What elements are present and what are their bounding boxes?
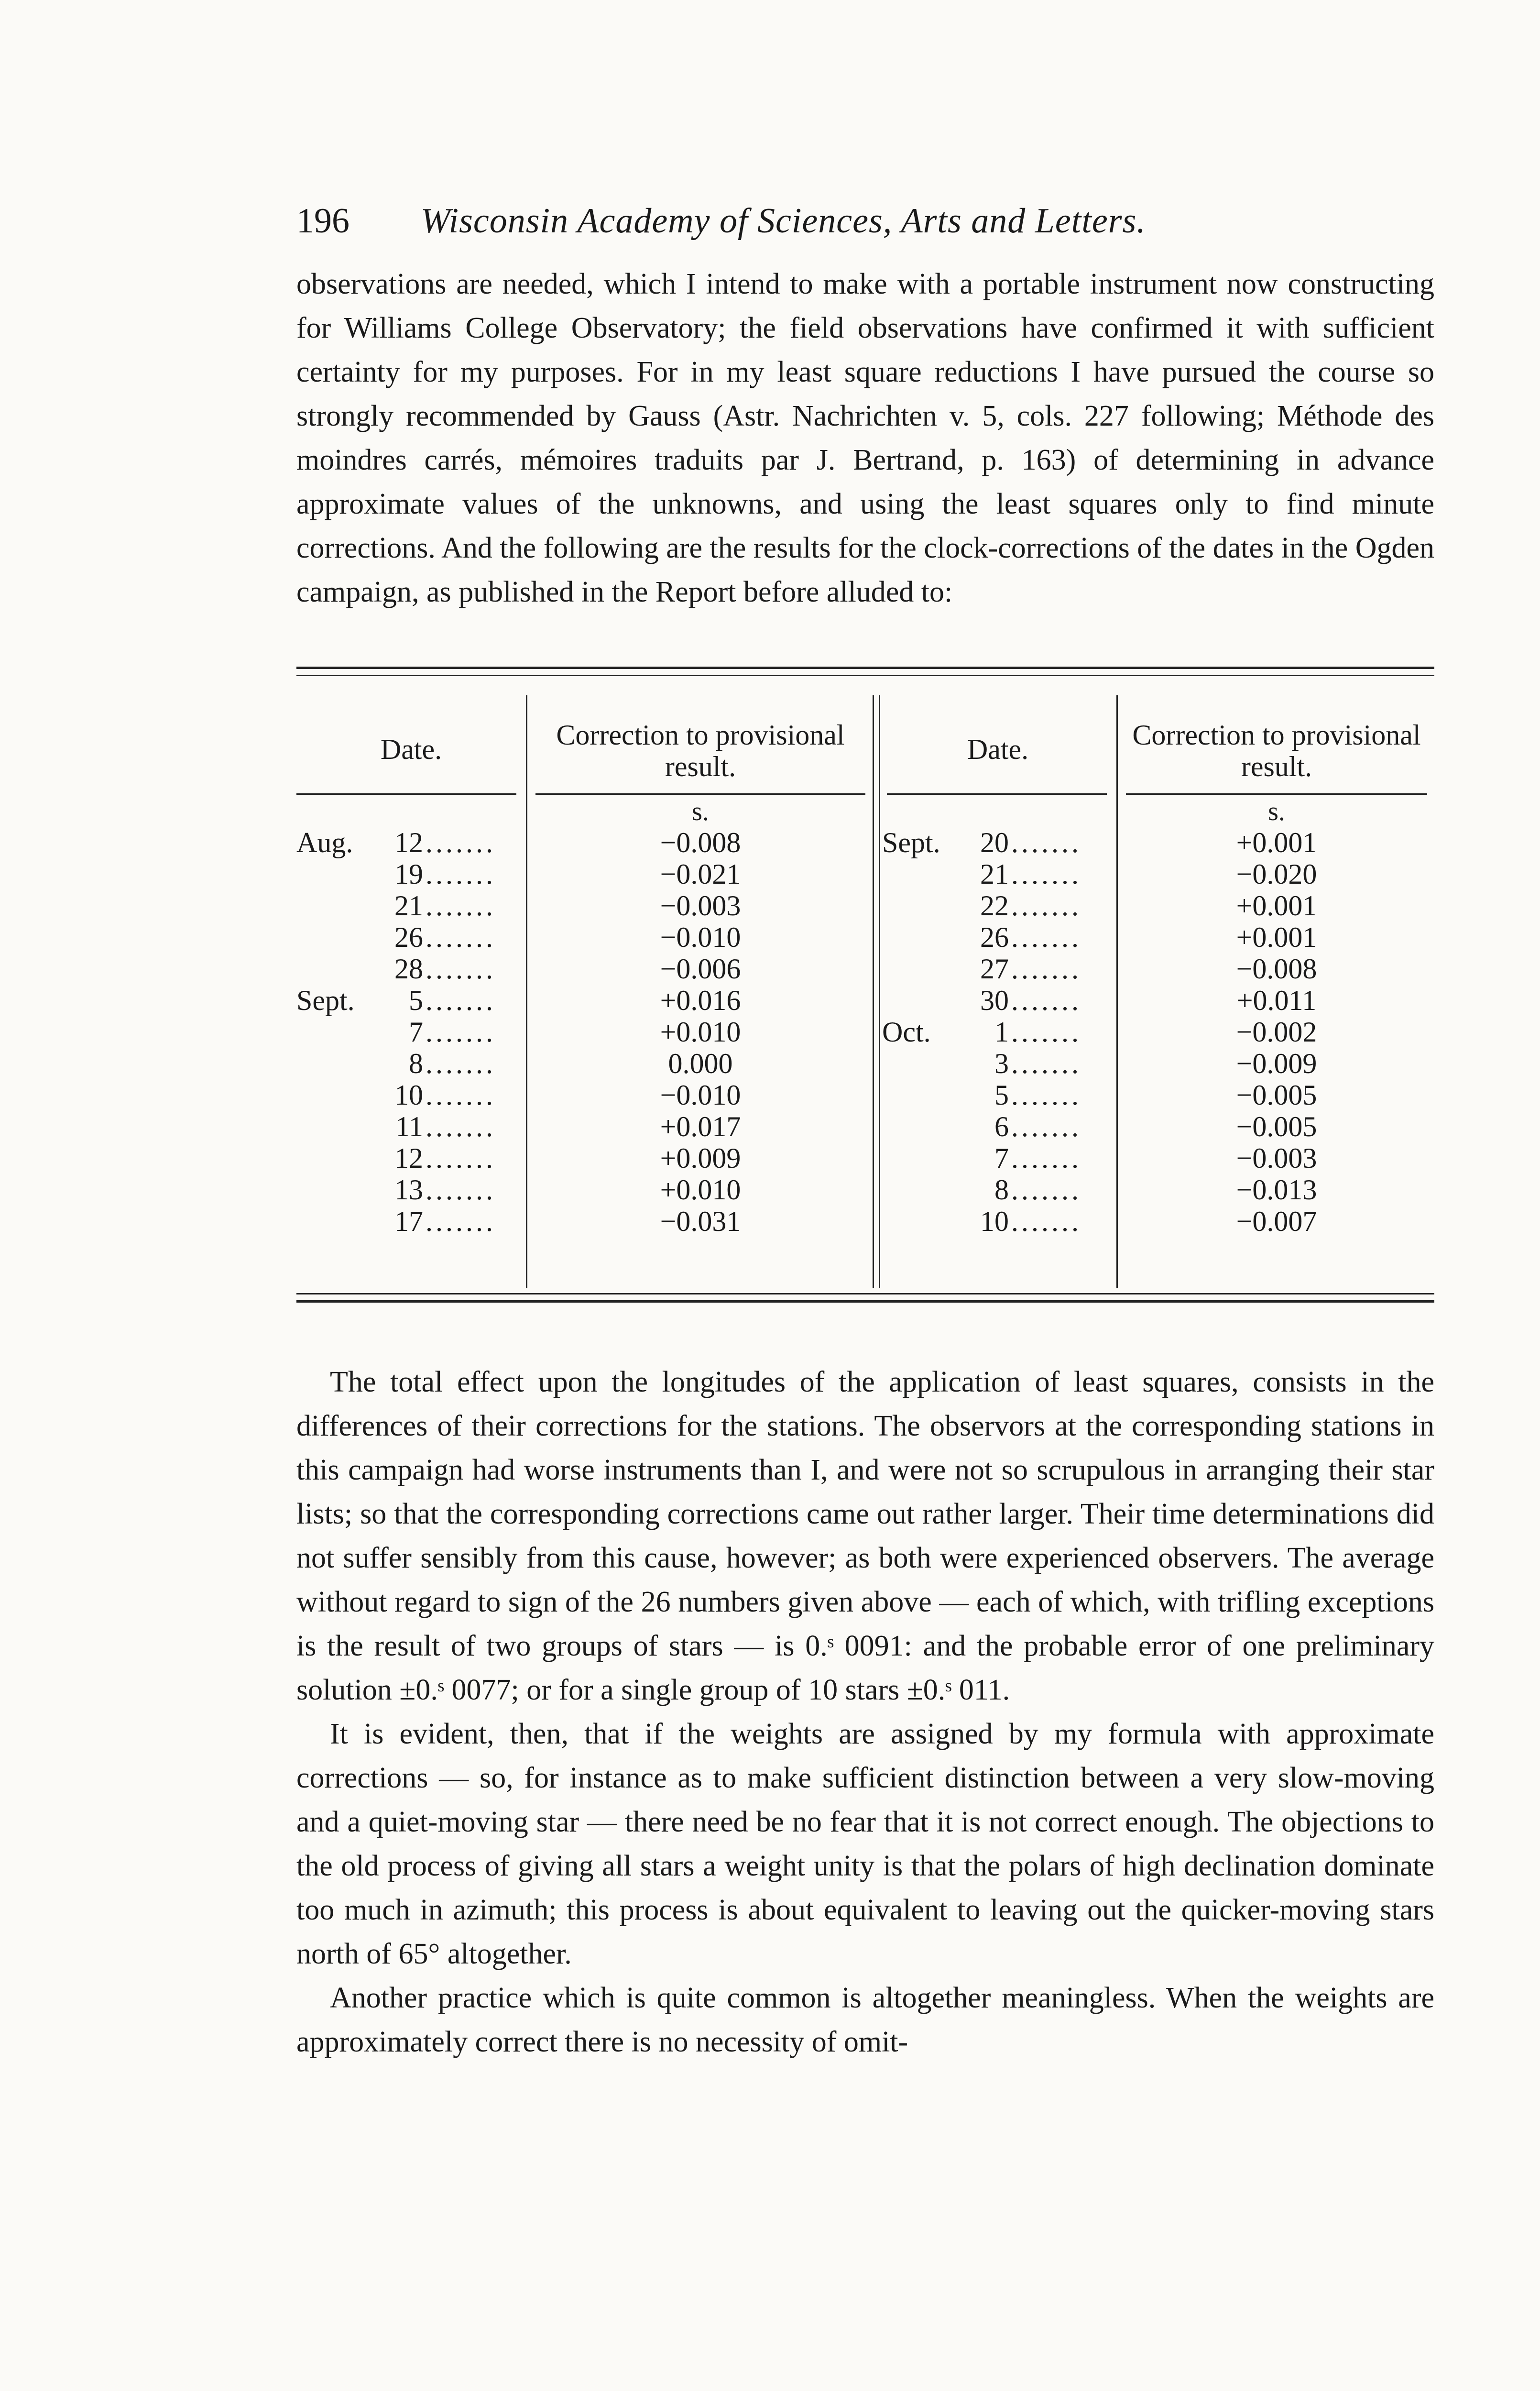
row-leader-dots: ....... — [1011, 827, 1081, 858]
row-day: 28 — [394, 953, 423, 985]
table-row — [296, 858, 873, 890]
table-bottom-rule — [296, 1293, 1434, 1294]
table-row — [882, 1016, 1434, 1048]
row-leader-dots: ....... — [426, 953, 496, 985]
row-month: Sept. — [882, 827, 940, 858]
row-day: 11 — [395, 1111, 423, 1142]
row-day: 30 — [980, 985, 1009, 1016]
table-row — [882, 1142, 1434, 1174]
row-leader-dots: ....... — [426, 1206, 496, 1237]
column-rule — [879, 695, 880, 1288]
row-correction: +0.016 — [660, 985, 741, 1016]
row-leader-dots: ....... — [1011, 1174, 1081, 1206]
row-leader-dots: ....... — [426, 1016, 496, 1048]
row-leader-dots: ....... — [426, 890, 496, 921]
row-leader-dots: ....... — [426, 921, 496, 953]
row-leader-dots: ....... — [1011, 1111, 1081, 1142]
table-row — [296, 953, 873, 985]
table-row — [882, 1079, 1434, 1111]
row-correction: +0.010 — [660, 1016, 741, 1048]
row-correction: +0.010 — [660, 1174, 741, 1206]
row-correction: −0.008 — [660, 827, 741, 858]
row-day: 13 — [394, 1174, 423, 1206]
table-row — [882, 1048, 1434, 1079]
table-row — [296, 1174, 873, 1206]
row-day: 21 — [980, 858, 1009, 890]
table-row — [296, 1048, 873, 1079]
row-day: 8 — [994, 1174, 1009, 1206]
table-row — [882, 890, 1434, 921]
row-leader-dots: ....... — [1011, 858, 1081, 890]
row-correction: 0.000 — [668, 1048, 733, 1079]
table-row — [296, 1142, 873, 1174]
table-row — [882, 985, 1434, 1016]
table-row — [296, 1206, 873, 1237]
row-correction: −0.008 — [1236, 953, 1317, 985]
row-correction: +0.001 — [1236, 921, 1317, 953]
table-row — [882, 1111, 1434, 1142]
header-correction-left: Correction to provisional result. — [556, 719, 845, 782]
row-day: 12 — [394, 827, 423, 858]
row-leader-dots: ....... — [426, 1174, 496, 1206]
row-day: 3 — [994, 1048, 1009, 1079]
row-leader-dots: ....... — [1011, 1142, 1081, 1174]
table-row — [296, 827, 873, 858]
paragraph-another-practice: Another practice which is quite common is altogether meaningless. When the weights are approximately correct there is no necessity of omit- — [296, 1982, 1434, 2058]
row-month: Sept. — [296, 985, 355, 1016]
row-correction: +0.011 — [1236, 985, 1317, 1016]
header-correction-right: Correction to provisional result. — [1132, 719, 1421, 782]
row-day: 17 — [394, 1206, 423, 1237]
row-correction: +0.009 — [660, 1142, 741, 1174]
table-row — [296, 1111, 873, 1142]
table-row — [296, 1016, 873, 1048]
row-leader-dots: ....... — [1011, 1048, 1081, 1079]
row-day: 5 — [409, 985, 423, 1016]
row-day: 22 — [980, 890, 1009, 921]
row-correction: +0.001 — [1236, 890, 1317, 921]
row-day: 8 — [409, 1048, 423, 1079]
row-day: 27 — [980, 953, 1009, 985]
row-correction: −0.006 — [660, 953, 741, 985]
row-leader-dots: ....... — [1011, 890, 1081, 921]
row-correction: −0.031 — [660, 1206, 741, 1237]
row-leader-dots: ....... — [1011, 921, 1081, 953]
row-day: 6 — [994, 1111, 1009, 1142]
row-day: 12 — [394, 1142, 423, 1174]
table-row — [882, 921, 1434, 953]
row-day: 20 — [980, 827, 1009, 858]
row-leader-dots: ....... — [1011, 953, 1081, 985]
page — [296, 201, 1434, 2064]
running-head — [296, 201, 1434, 258]
table-bottom-rule-outer — [296, 1300, 1434, 1303]
header-rule — [887, 793, 1107, 795]
table-row — [296, 985, 873, 1016]
right-rows — [882, 827, 1434, 1237]
row-correction: +0.017 — [660, 1111, 741, 1142]
paragraph-intro: observations are needed, which I intend to make with a portable instrument now constructing for Williams College Observatory; the field observations have confirmed it with sufficient certainty for my purposes. For in my least square reductions I have pursued the course so strongly recommended by Gauss (Astr. Nachrichten v. 5, cols. 227 following; Méthode des moindres carrés, mémoires traduits par J. Bertrand, p. 163) of determining in advance approximate values of the unknowns, and using the least squares only to find minute corrections. And the following are the results for the clock-corrections of the dates in the Ogden campaign, as published in the Report before alluded to: — [296, 268, 1434, 608]
table-row — [296, 1079, 873, 1111]
header-date-left: Date. — [380, 734, 442, 765]
table-row — [882, 953, 1434, 985]
paragraph-weights: It is evident, then, that if the weights are assigned by my formula with approximate corrections — so, for instance as to make sufficient distinction between a very slow-moving and a quiet-moving star — there need be no fear that it is not correct enough. The objections to the old process of giving all stars a weight unity is that the polars of high declination dominate too much in azimuth; this process is about equivalent to leaving out the quicker-moving stars north of 65° altogether. — [296, 1718, 1434, 1970]
header-rule — [535, 793, 865, 795]
row-leader-dots: ....... — [1011, 1016, 1081, 1048]
table-top-rule — [296, 667, 1434, 669]
row-day: 10 — [980, 1206, 1009, 1237]
page-number: 196 — [296, 201, 350, 241]
journal-title: Wisconsin Academy of Sciences, Arts and Letters. — [421, 201, 1146, 241]
header-date-right: Date. — [967, 734, 1029, 765]
row-day: 21 — [394, 890, 423, 921]
header-rule — [296, 793, 516, 795]
row-leader-dots: ....... — [426, 827, 496, 858]
unit-seconds-right: s. — [1268, 797, 1285, 826]
row-day: 7 — [994, 1142, 1009, 1174]
table-row — [882, 1174, 1434, 1206]
table-row — [296, 890, 873, 921]
row-day: 10 — [394, 1079, 423, 1111]
row-correction: −0.003 — [660, 890, 741, 921]
clock-corrections-table — [296, 667, 1434, 1303]
row-leader-dots: ....... — [1011, 1079, 1081, 1111]
row-correction: −0.021 — [660, 858, 741, 890]
row-day: 7 — [409, 1016, 423, 1048]
row-leader-dots: ....... — [426, 858, 496, 890]
row-correction: +0.001 — [1236, 827, 1317, 858]
row-leader-dots: ....... — [426, 1111, 496, 1142]
row-correction: −0.010 — [660, 921, 741, 953]
row-day: 26 — [394, 921, 423, 953]
table-body — [296, 676, 1434, 1293]
row-correction: −0.020 — [1236, 858, 1317, 890]
table-row — [882, 1206, 1434, 1237]
row-correction: −0.007 — [1236, 1206, 1317, 1237]
row-leader-dots: ....... — [1011, 1206, 1081, 1237]
row-leader-dots: ....... — [426, 1142, 496, 1174]
column-rule — [873, 695, 874, 1288]
row-correction: −0.005 — [1236, 1111, 1317, 1142]
row-correction: −0.002 — [1236, 1016, 1317, 1048]
row-correction: −0.003 — [1236, 1142, 1317, 1174]
row-correction: −0.013 — [1236, 1174, 1317, 1206]
row-leader-dots: ....... — [426, 1079, 496, 1111]
row-correction: −0.005 — [1236, 1079, 1317, 1111]
row-day: 5 — [994, 1079, 1009, 1111]
table-row — [882, 827, 1434, 858]
row-day: 19 — [394, 858, 423, 890]
table-row — [882, 858, 1434, 890]
row-month: Oct. — [882, 1016, 931, 1048]
left-rows — [296, 827, 873, 1237]
table-row — [296, 921, 873, 953]
row-day: 26 — [980, 921, 1009, 953]
row-correction: −0.009 — [1236, 1048, 1317, 1079]
row-month: Aug. — [296, 827, 353, 858]
row-leader-dots: ....... — [1011, 985, 1081, 1016]
row-day: 1 — [994, 1016, 1009, 1048]
paragraph-total-effect: The total effect upon the longitudes of the application of least squares, consists in the differences of their corrections for the stations. The observors at the corresponding stations in this campaign had worse instruments than I, and were not so scrupulous in arranging their star lists; so that the corresponding corrections came out rather larger. Their time determinations did not suffer sensibly from this cause, however; as both were experienced observers. The average without regard to sign of the 26 numbers given above — each of which, with trifling exceptions is the result of two groups of stars — is 0.ˢ 0091: and the probable error of one preliminary solution ±0.ˢ 0077; or for a single group of 10 stars ±0.ˢ 011. — [296, 1366, 1434, 1706]
header-rule — [1126, 793, 1427, 795]
row-correction: −0.010 — [660, 1079, 741, 1111]
row-leader-dots: ....... — [426, 985, 496, 1016]
unit-seconds-left: s. — [692, 797, 709, 826]
row-leader-dots: ....... — [426, 1048, 496, 1079]
